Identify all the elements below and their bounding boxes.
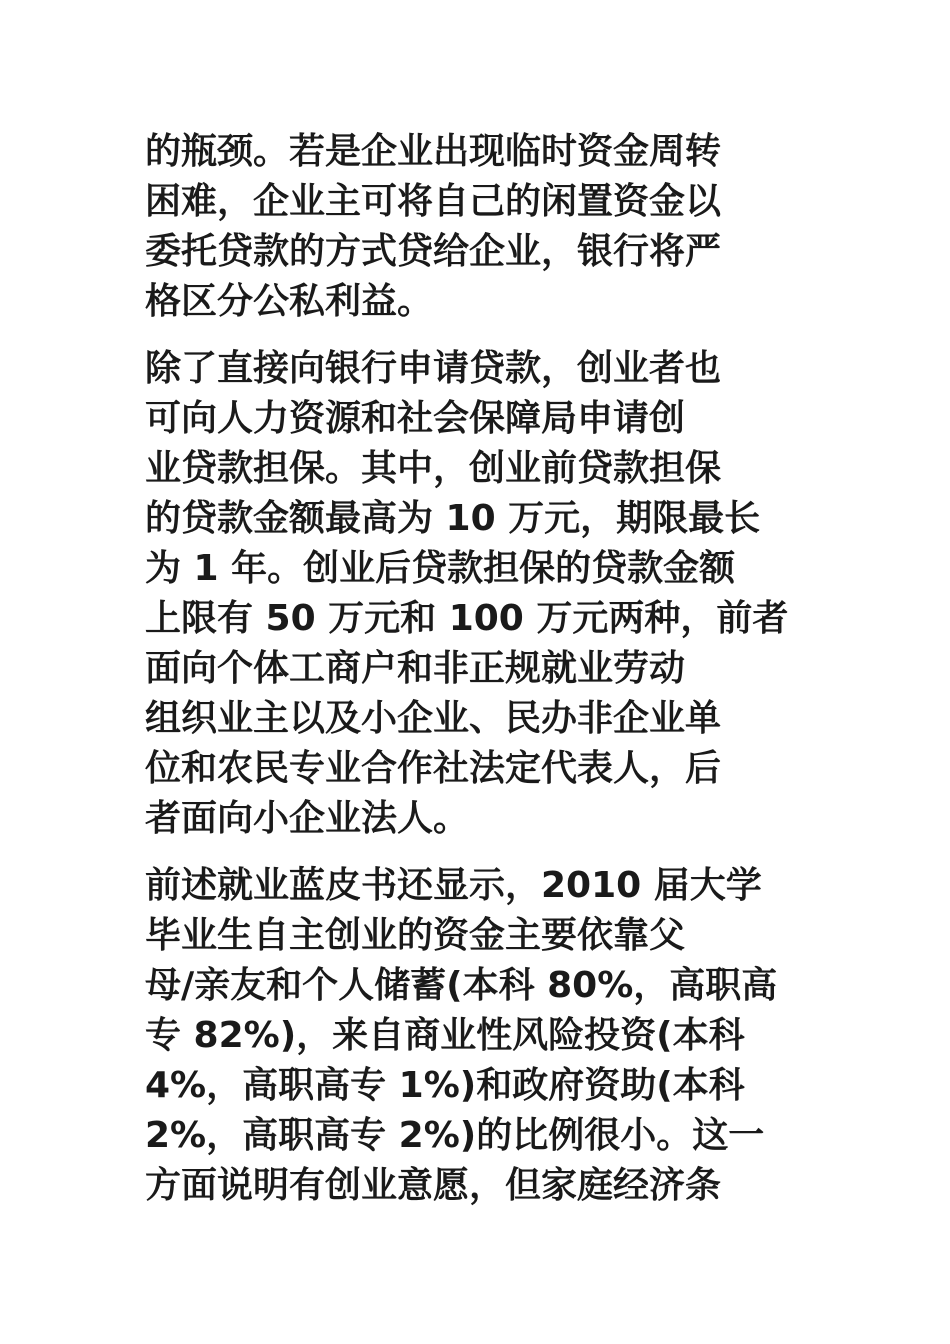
paragraph-3 bbox=[145, 861, 810, 1211]
text-line: 母/亲友和个人储蓄(本科 80%，高职高 bbox=[145, 965, 778, 1006]
text-line: 组织业主以及小企业、民办非企业单 bbox=[145, 698, 722, 739]
text-line: 位和农民专业合作社法定代表人，后 bbox=[145, 748, 722, 789]
body-text bbox=[145, 127, 810, 1228]
text-line: 面向个体工商户和非正规就业劳动 bbox=[145, 648, 686, 689]
paragraph-2 bbox=[145, 344, 810, 844]
text-line: 专 82%)，来自商业性风险投资(本科 bbox=[145, 1015, 745, 1056]
text-line: 上限有 50 万元和 100 万元两种，前者 bbox=[145, 598, 789, 639]
text-line: 困难，企业主可将自己的闲置资金以 bbox=[145, 181, 722, 222]
text-line: 业贷款担保。其中，创业前贷款担保 bbox=[145, 448, 722, 489]
text-line: 2%，高职高专 2%)的比例很小。这一 bbox=[145, 1115, 765, 1156]
text-line: 除了直接向银行申请贷款，创业者也 bbox=[145, 348, 722, 389]
text-line: 为 1 年。创业后贷款担保的贷款金额 bbox=[145, 548, 736, 589]
text-line: 前述就业蓝皮书还显示，2010 届大学 bbox=[145, 865, 762, 906]
text-line: 4%，高职高专 1%)和政府资助(本科 bbox=[145, 1065, 745, 1106]
paragraph-1 bbox=[145, 127, 810, 327]
text-line: 格区分公私利益。 bbox=[145, 281, 434, 322]
text-line: 可向人力资源和社会保障局申请创 bbox=[145, 398, 686, 439]
text-line: 者面向小企业法人。 bbox=[145, 798, 470, 839]
text-line: 的贷款金额最高为 10 万元，期限最长 bbox=[145, 498, 761, 539]
text-line: 的瓶颈。若是企业出现临时资金周转 bbox=[145, 131, 722, 172]
text-line: 毕业生自主创业的资金主要依靠父 bbox=[145, 915, 686, 956]
text-line: 委托贷款的方式贷给企业，银行将严 bbox=[145, 231, 722, 272]
text-line: 方面说明有创业意愿，但家庭经济条 bbox=[145, 1165, 722, 1206]
